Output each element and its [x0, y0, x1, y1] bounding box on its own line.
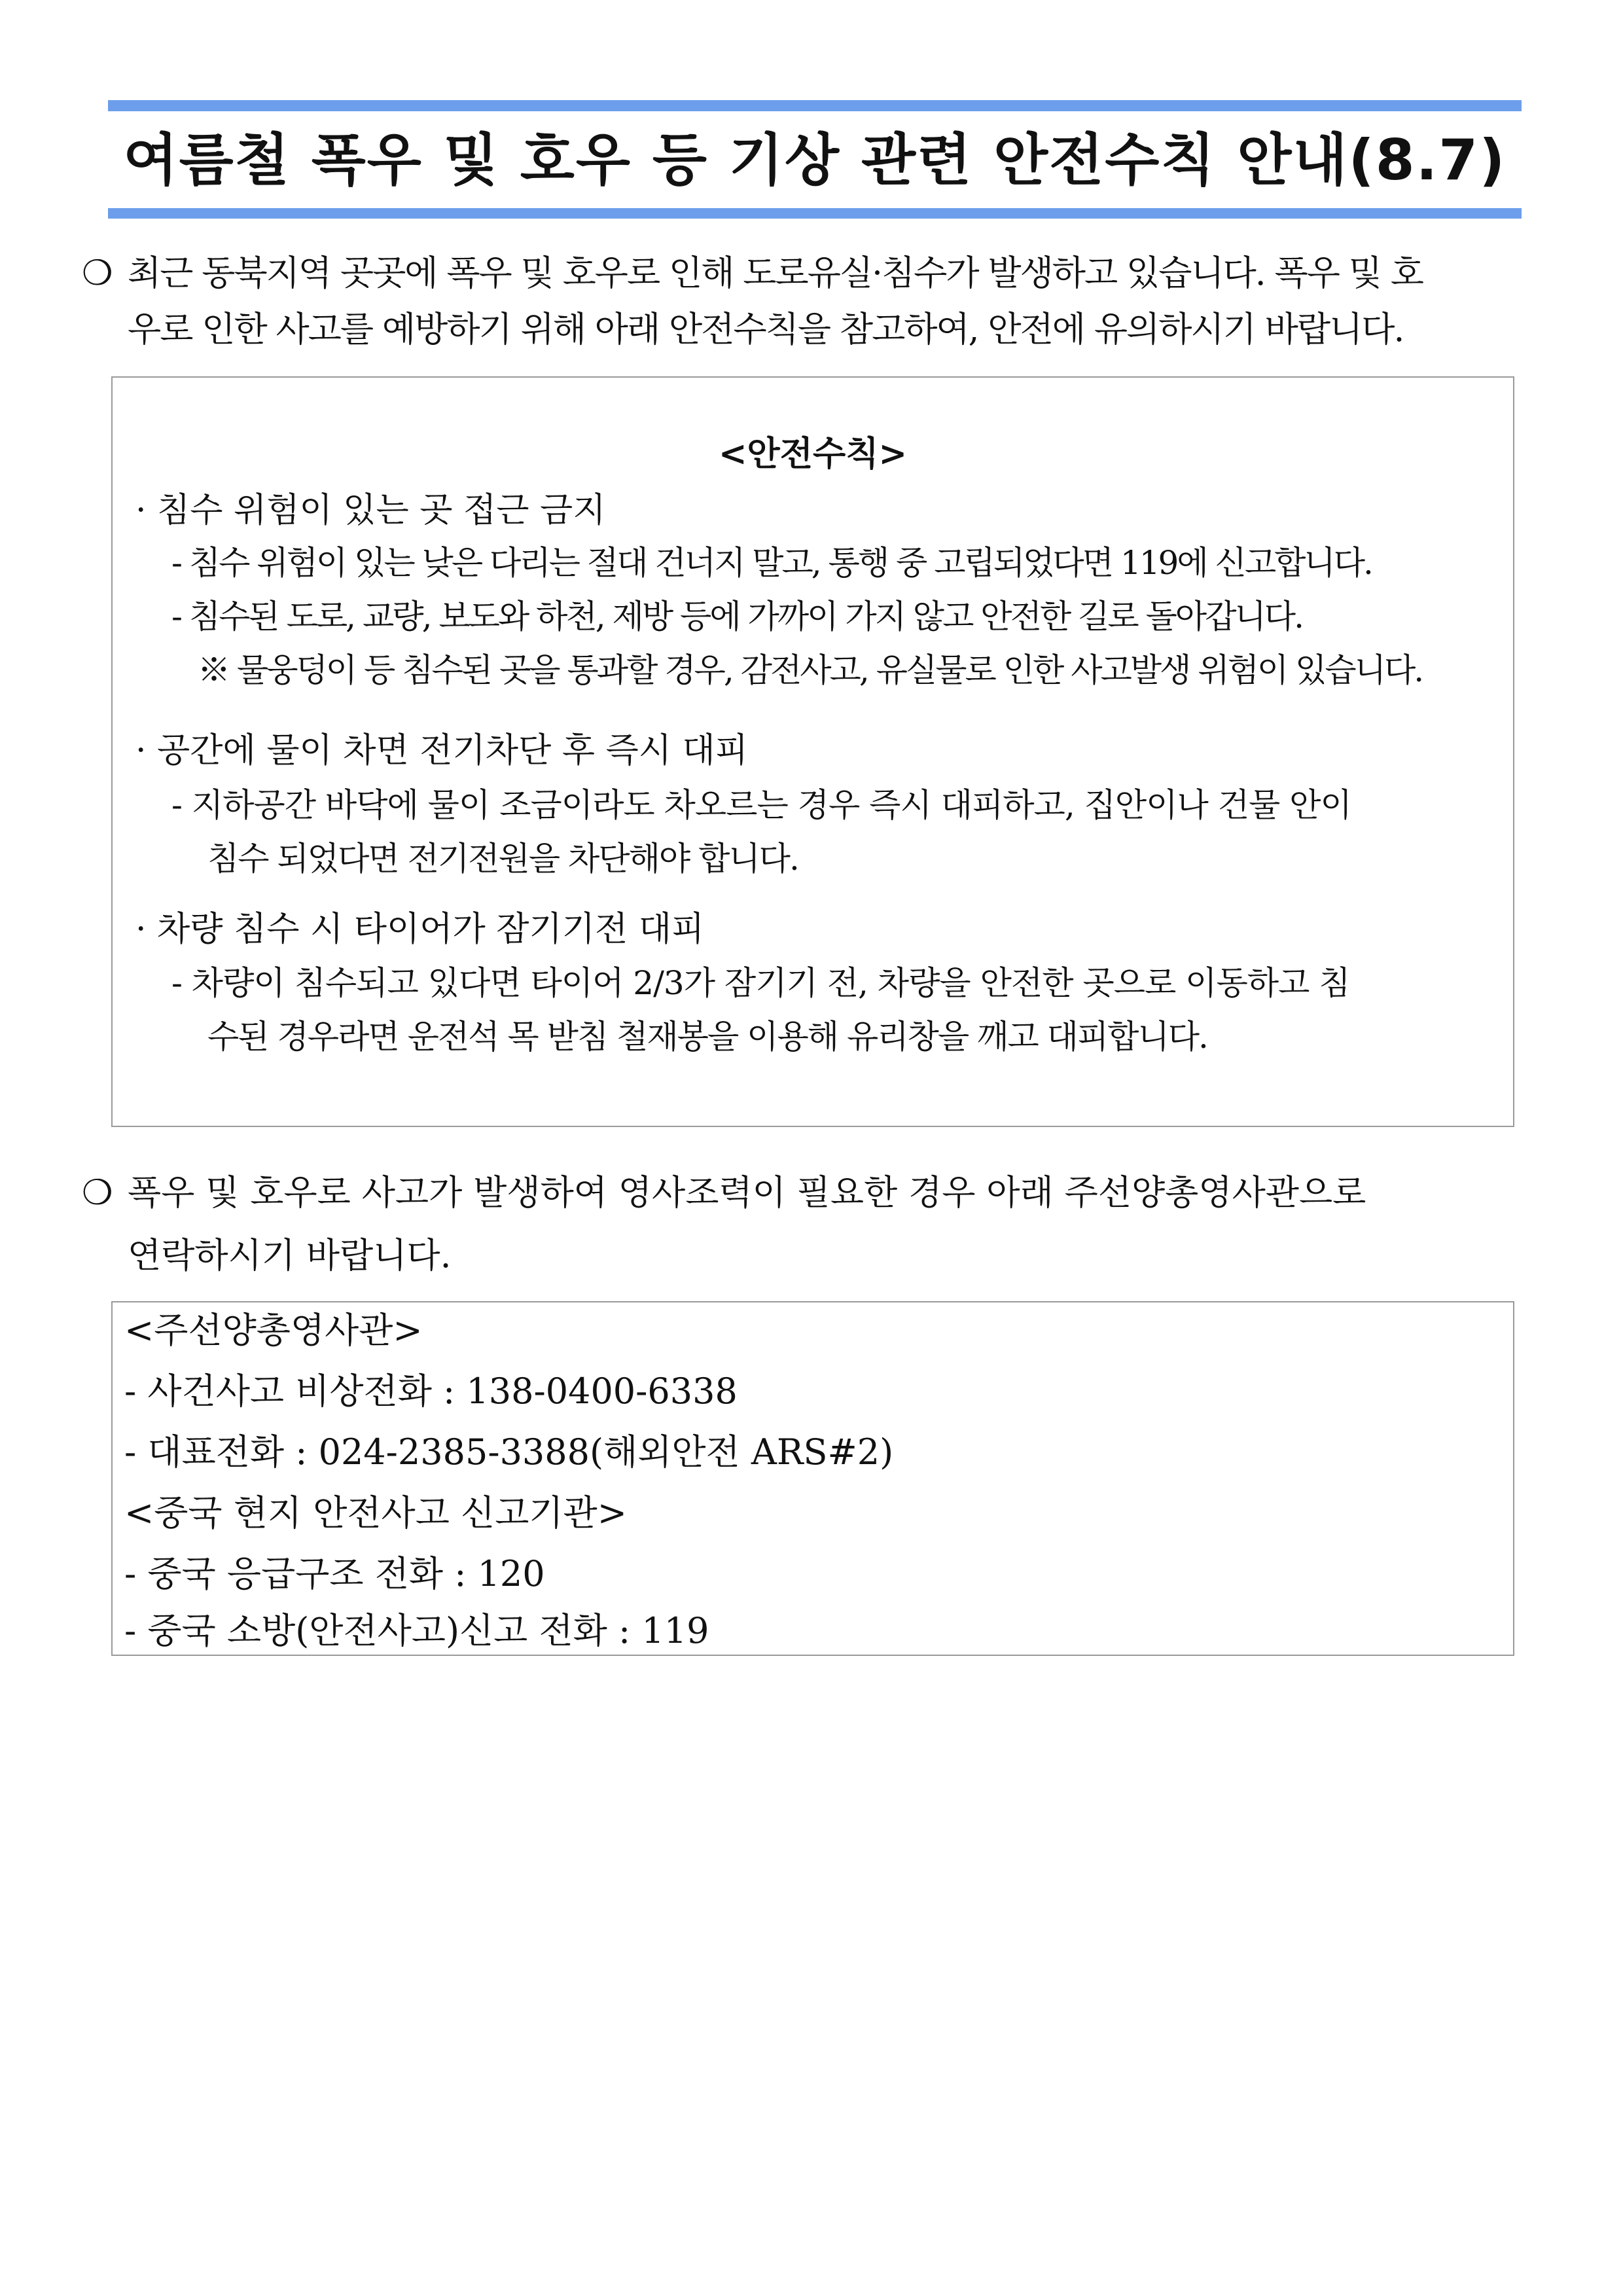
rule-item-title: · 차량 침수 시 타이어가 잠기기전 대피 [135, 910, 705, 949]
title-top-rule [108, 100, 1522, 111]
consulate-line: 연락하시기 바랍니다. [128, 1236, 452, 1276]
rule-item-detail: 침수 되었다면 전기전원을 차단해야 합니다. [207, 840, 798, 878]
rule-item-detail: 수된 경우라면 운전석 목 받침 철재봉을 이용해 유리창을 깨고 대피합니다. [207, 1018, 1207, 1056]
rule-item-detail: - 지하공간 바닥에 물이 조금이라도 차오르는 경우 즉시 대피하고, 집안이나 건물 안이 [171, 786, 1351, 824]
safety-rules-box [111, 376, 1514, 1127]
contact-heading-local: <중국 현지 안전사고 신고기관> [124, 1492, 627, 1534]
rule-item-note: ※ 물웅덩이 등 침수된 곳을 통과할 경우, 감전사고, 유실물로 인한 사고발생 위험이 있습니다. [198, 651, 1423, 689]
intro-line: 우로 인한 사고를 예방하기 위해 아래 안전수칙을 참고하여, 안전에 유의하시기 바랍니다. [128, 310, 1404, 350]
title-bottom-rule [108, 208, 1522, 219]
contact-box [111, 1301, 1514, 1656]
rule-item-detail: - 침수된 도로, 교량, 보도와 하천, 제방 등에 가까이 가지 않고 안전한 길로 돌아갑니다. [171, 598, 1302, 636]
rule-item-detail: - 차량이 침수되고 있다면 타이어 2/3가 잠기기 전, 차량을 안전한 곳으로 이동하고 침 [171, 964, 1350, 1002]
contact-heading-consulate: <주선양총영사관> [124, 1310, 423, 1351]
contact-rescue-phone: - 중국 응급구조 전화 : 120 [124, 1553, 545, 1594]
intro-line: 최근 동북지역 곳곳에 폭우 및 호우로 인해 도로유실·침수가 발생하고 있습니다. 폭우 및 호 [128, 253, 1423, 293]
safety-rules-heading: <안전수칙> [718, 434, 908, 474]
contact-emergency-phone: - 사건사고 비상전화 : 138-0400-6338 [124, 1371, 738, 1412]
rule-item-title: · 공간에 물이 차면 전기차단 후 즉시 대피 [135, 731, 748, 770]
rule-item-detail: - 침수 위험이 있는 낮은 다리는 절대 건너지 말고, 통행 중 고립되었다면 119에 신고합니다. [171, 544, 1372, 582]
contact-fire-phone: - 중국 소방(안전사고)신고 전화 : 119 [124, 1610, 709, 1651]
consulate-line: 폭우 및 호우로 사고가 발생하여 영사조력이 필요한 경우 아래 주선양총영사관으로 [128, 1173, 1366, 1213]
page-title: 여름철 폭우 및 호우 등 기상 관련 안전수칙 안내(8.7) [123, 128, 1507, 193]
contact-main-phone: - 대표전화 : 024-2385-3388(해외안전 ARS#2) [124, 1431, 894, 1473]
consulate-paragraph [82, 1165, 1554, 1283]
circle-bullet-icon: ❍ [82, 1173, 113, 1213]
intro-paragraph [82, 245, 1554, 363]
circle-bullet-icon: ❍ [82, 253, 113, 293]
rule-item-title: · 침수 위험이 있는 곳 접근 금지 [135, 491, 606, 530]
